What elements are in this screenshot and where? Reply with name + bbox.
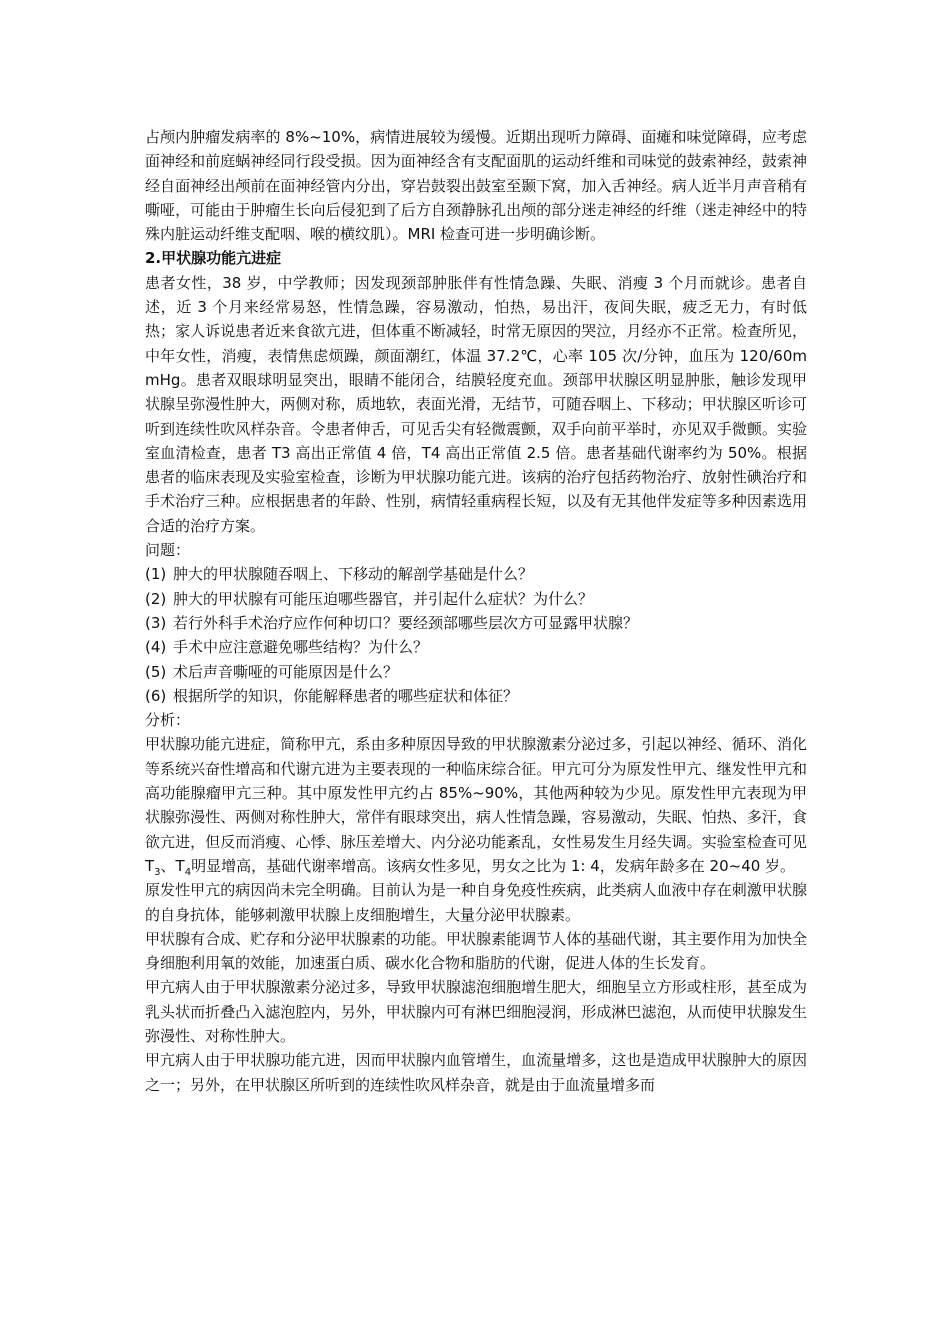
question-text: 手术中应注意避免哪些结构？为什么？ — [173, 638, 429, 657]
question-number: (6) — [145, 686, 167, 705]
question-item — [145, 611, 807, 635]
analysis-paragraph-4: 甲亢病人由于甲状腺激素分泌过多，导致甲状腺滤泡细胞增生肥大，细胞呈立方形或柱形，甚至成为乳头状而折叠凸入滤泡腔内，另外，甲状腺内可有淋巴细胞浸润，形成淋巴滤泡，从而使甲状腺发生弥漫性、对称性肿大。 — [145, 978, 807, 1045]
analysis-paragraph-5: 甲亢病人由于甲状腺功能亢进，因而甲状腺内血管增生，血流量增多，这也是造成甲状腺肿大的原因之一；另外，在甲状腺区所听到的连续性吹风样杂音，就是由于血流量增多而 — [145, 1051, 807, 1094]
question-number: (5) — [145, 662, 167, 681]
analysis-paragraph-1 — [145, 732, 807, 878]
question-text: 术后声音嘶哑的可能原因是什么？ — [173, 662, 399, 681]
case-paragraph: 患者女性，38 岁，中学教师；因发现颈部肿胀伴有性情急躁、失眠、消瘦 3 个月而就诊。患者自述，近 3 个月来经常易怒，性情急躁，容易激动，怕热，易出汗，夜间失眠，疲乏无力，有时低热；家人诉说患者近来食欲亢进，但体重不断减轻，时常无原因的哭泣，月经亦不正常。检查所见，中年女性，消瘦，表情焦虑烦躁，颜面潮红，体温 37.2℃，心率 105 次/分钟，血压为 120/60mmHg。患者双眼球明显突出，眼睛不能闭合，结膜轻度充血。颈部甲状腺区明显肿胀，触诊发现甲状腺呈弥漫性肿大，两侧对称，质地软，表面光滑，无结节，可随吞咽上、下移动；甲状腺区听诊可听到连续性吹风样杂音。令患者伸舌，可见舌尖有轻微震颤，双手向前平举时，亦见双手微颤。实验室血清检查，患者 T3 高出正常值 4 倍，T4 高出正常值 2.5 倍。患者基础代谢率约为 50%。根据患者的临床表现及实验室检查，诊断为甲状腺功能亢进。该病的治疗包括药物治疗、放射性碘治疗和手术治疗三种。应根据患者的年龄、性别，病情轻重病程长短，以及有无其他伴发症等多种因素选用合适的治疗方案。 — [145, 273, 807, 535]
question-item — [145, 660, 807, 684]
question-number: (3) — [145, 613, 167, 632]
section-heading: 2.甲状腺功能亢进症 — [145, 249, 282, 268]
question-item — [145, 684, 807, 708]
subscript-3: 3 — [154, 866, 161, 878]
question-item — [145, 587, 807, 611]
question-text: 若行外科手术治疗应作何种切口？要经颈部哪些层次方可显露甲状腺？ — [173, 613, 639, 632]
question-item — [145, 635, 807, 659]
analysis-paragraph-2: 原发性甲亢的病因尚未完全明确。目前认为是一种自身免疫性疾病，此类病人血液中存在刺激甲状腺的自身抗体，能够刺激甲状腺上皮细胞增生，大量分泌甲状腺素。 — [145, 881, 807, 924]
analysis-text-part: 甲状腺功能亢进症，简称甲亢，系由多种原因导致的甲状腺激素分泌过多，引起以神经、循环、消化等系统兴奋性增高和代谢亢进为主要表现的一种临床综合征。甲亢可分为原发性甲亢、继发性甲亢和高功能腺瘤甲亢三种。其中原发性甲亢约占 85%~90%，其他两种较为少见。原发性甲亢表现为甲状腺弥漫性、两侧对称性肿大，常伴有眼球突出，病人性情急躁，容易激动，失眠、怕热、多汗，食欲亢进，但反而消瘦、心悸、脉压差增大、内分泌功能紊乱，女性易发生月经失调。实验室检查可见 T — [145, 735, 807, 875]
document-page — [145, 125, 807, 1097]
question-number: (4) — [145, 638, 167, 657]
question-text: 肿大的甲状腺有可能压迫哪些器官，并引起什么症状？为什么？ — [173, 589, 594, 608]
analysis-text-part: 明显增高，基础代谢率增高。该病女性多见，男女之比为 1: 4，发病年龄多在 20~40 岁。 — [191, 856, 796, 875]
question-text: 根据所学的知识，你能解释患者的哪些症状和体征？ — [173, 686, 519, 705]
analysis-text-part: 、T — [160, 856, 185, 875]
intro-paragraph: 占颅内肿瘤发病率的 8%~10%，病情进展较为缓慢。近期出现听力障碍、面瘫和味觉障碍，应考虑面神经和前庭蜗神经同行段受损。因为面神经含有支配面肌的运动纤维和司味觉的鼓索神经，鼓索神经自面神经出颅前在面神经管内分出，穿岩鼓裂出鼓室至颞下窝，加入舌神经。病人近半月声音稍有嘶哑，可能由于肿瘤生长向后侵犯到了后方自颈静脉孔出颅的部分迷走神经的纤维（迷走神经中的特殊内脏运动纤维支配咽、喉的横纹肌）。MRI 检查可进一步明确诊断。 — [145, 128, 807, 244]
analysis-label: 分析： — [145, 711, 191, 730]
questions-list — [145, 562, 807, 708]
questions-label: 问题： — [145, 541, 191, 560]
analysis-paragraph-3: 甲状腺有合成、贮存和分泌甲状腺素的功能。甲状腺素能调节人体的基础代谢，其主要作用为加快全身细胞利用氧的效能，加速蛋白质、碳水化合物和脂肪的代谢，促进人体的生长发育。 — [145, 929, 807, 973]
subscript-4: 4 — [184, 866, 192, 878]
question-number: (2) — [145, 589, 167, 608]
question-number: (1) — [145, 565, 167, 584]
question-item — [145, 562, 807, 586]
question-text: 肿大的甲状腺随吞咽上、下移动的解剖学基础是什么？ — [173, 565, 534, 584]
